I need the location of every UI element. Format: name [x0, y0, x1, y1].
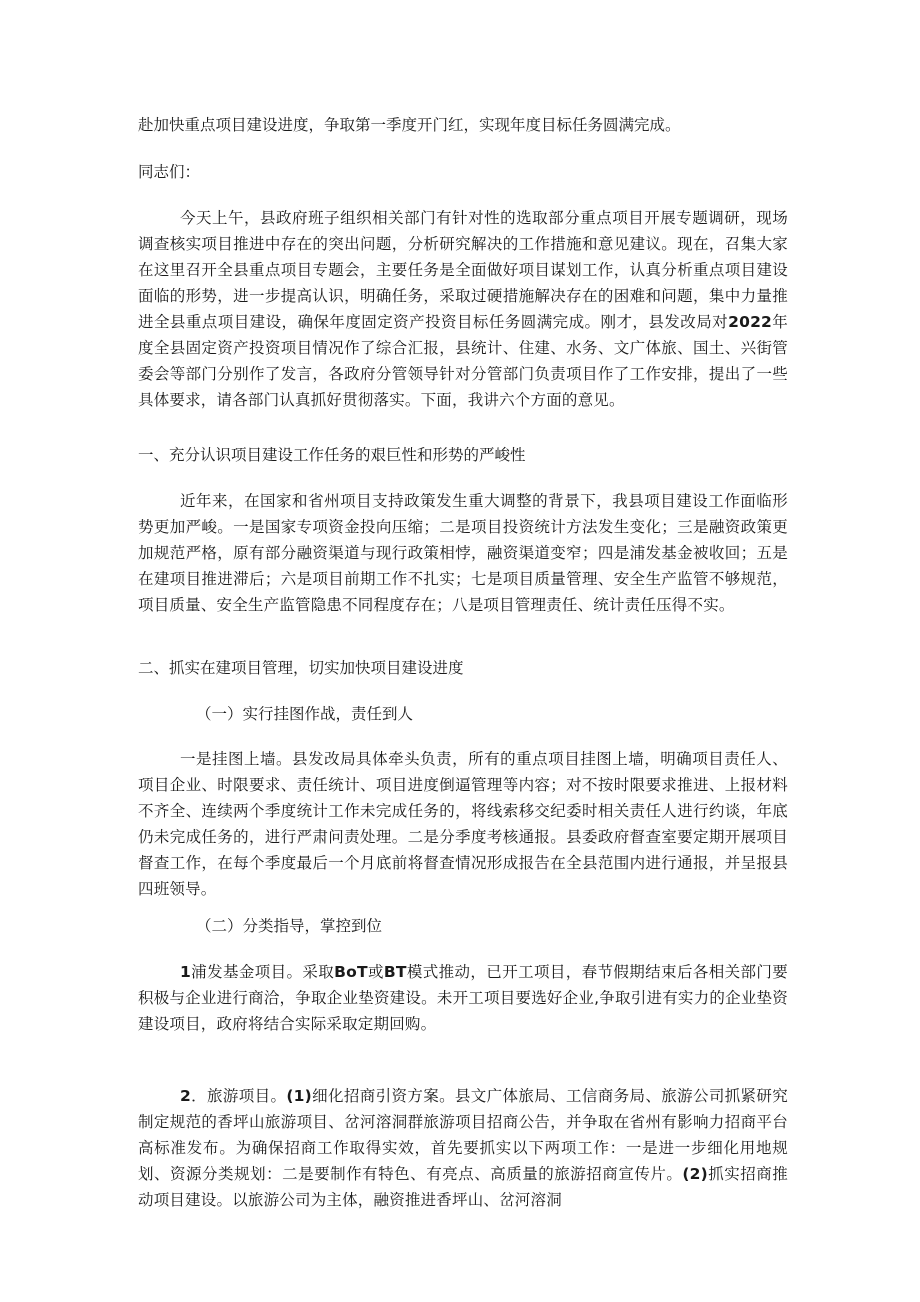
paragraph-situation: 近年来，在国家和省州项目支持政策发生重大调整的背景下，我县项目建设工作面临形势更加严峻。一是国家专项资金投向压缩；二是项目投资统计方法发生变化；三是融资政策更加规范严格，原有部分融资渠道与现行政策相悖，融资渠道变窄；四是浦发基金被收回；五是在建项目推进滞后；六是项目前期工作不扎实；七是项目质量管理、安全生产监管不够规范，项目质量、安全生产监管隐患不同程度存在；八是项目管理责任、统计责任压得不实。 — [138, 492, 788, 614]
subsection-heading-1: （一）实行挂图作战，责任到人 — [196, 705, 414, 723]
subsection-heading-2: （二）分类指导，掌控到位 — [196, 917, 383, 935]
greeting: 同志们： — [138, 163, 201, 181]
paragraph-tourism: 2．旅游项目。(1)细化招商引资方案。县文广体旅局、工信商务局、旅游公司抓紧研究制定规范的香坪山旅游项目、岔河溶洞群旅游项目招商公告，并争取在省州有影响力招商平台高标准发布。为确保招商工作取得实效，首先要抓实以下两项工作：一是进一步细化用地规划、资源分类规划：二是要制作有特色、有亮点、高质量的旅游招商宣传片。(2)抓实招商推动项目建设。以旅游公司为主体，融资推进香坪山、岔河溶洞 — [138, 1087, 788, 1209]
section-heading-1: 一、充分认识项目建设工作任务的艰巨性和形势的严峻性 — [138, 446, 526, 464]
section-heading-2: 二、抓实在建项目管理，切实加快项目建设进度 — [138, 659, 464, 677]
paragraph-map-battle: 一是挂图上墙。县发改局具体牵头负责，所有的重点项目挂图上墙，明确项目责任人、项目企业、时限要求、责任统计、项目进度倒逼管理等内容；对不按时限要求推进、上报材料不齐全、连续两个季度统计工作未完成任务的，将线索移交纪委时相关责任人进行约谈，年底仍未完成任务的，进行严肃问责处理。二是分季度考核通报。县委政府督查室要定期开展项目督查工作，在每个季度最后一个月底前将督查情况形成报告在全县范围内进行通报，并呈报县四班领导。 — [138, 750, 788, 898]
paragraph-continuation: 赴加快重点项目建设进度，争取第一季度开门红，实现年度目标任务圆满完成。 — [138, 116, 681, 134]
paragraph-intro: 今天上午，县政府班子组织相关部门有针对性的选取部分重点项目开展专题调研，现场调查核实项目推进中存在的突出问题，分析研究解决的工作措施和意见建议。现在，召集大家在这里召开全县重点项目专题会，主要任务是全面做好项目谋划工作，认真分析重点项目建设面临的形势，进一步提高认识，明确任务，采取过硬措施解决存在的困难和问题，集中力量推进全县重点项目建设，确保年度固定资产投资目标任务圆满完成。刚才，县发改局对2022年度全县固定资产投资项目情况作了综合汇报，县统计、住建、水务、文广体旅、国土、兴街管委会等部门分别作了发言，各政府分管领导针对分管部门负责项目作了工作安排，提出了一些具体要求，请各部门认真抓好贯彻落实。下面，我讲六个方面的意见。 — [138, 209, 788, 409]
paragraph-pufa-fund: 1浦发基金项目。采取BoT或BT模式推动，已开工项目，春节假期结束后各相关部门要积极与企业进行商洽，争取企业垫资建设。未开工项目要选好企业,争取引进有实力的企业垫资建设项目，政府将结合实际采取定期回购。 — [138, 963, 788, 1033]
